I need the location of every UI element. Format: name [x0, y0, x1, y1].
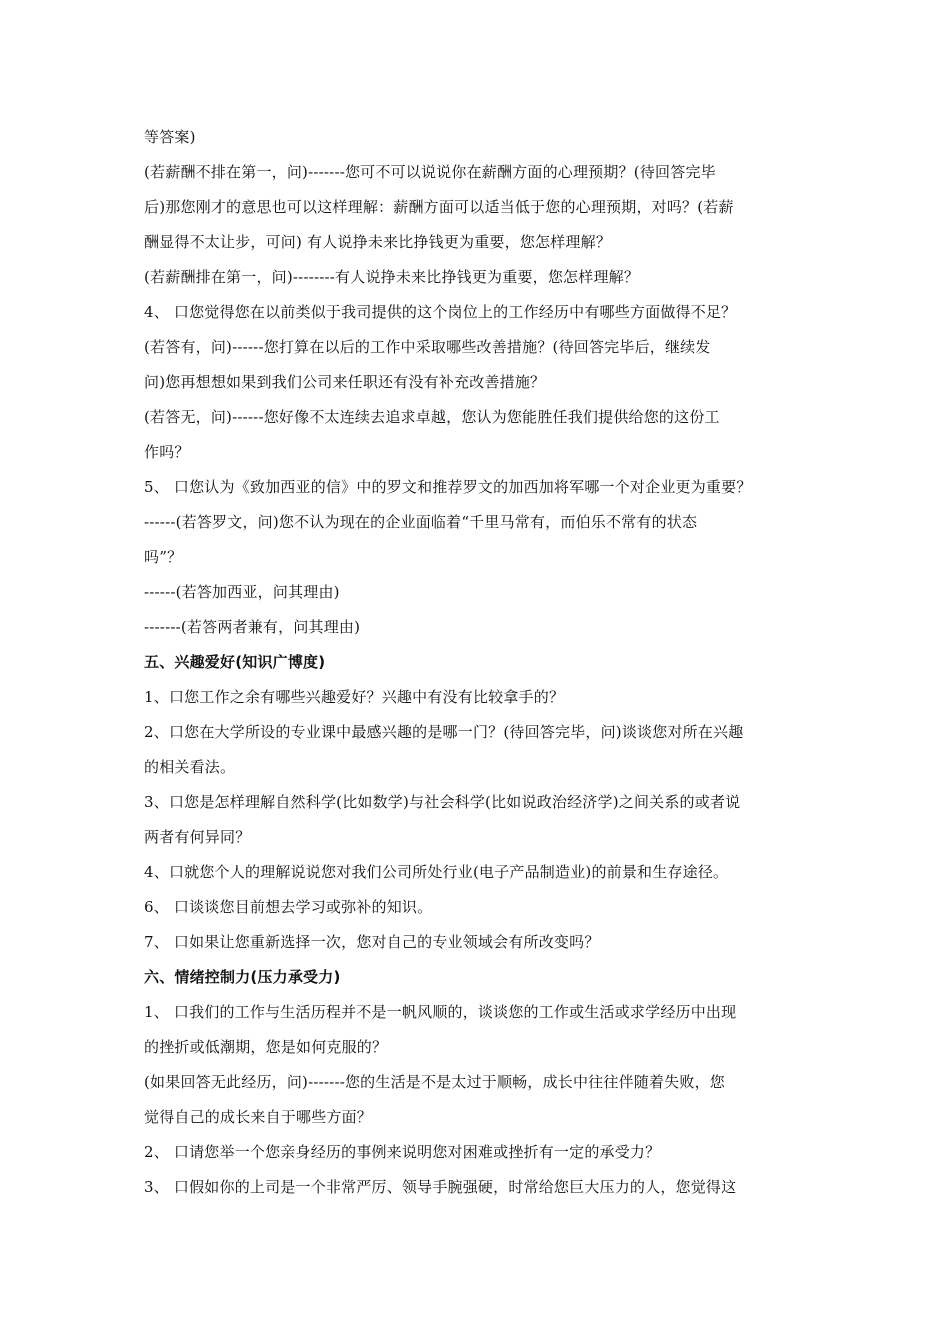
- text-line: 1、口您工作之余有哪些兴趣爱好？兴趣中有没有比较拿手的？: [144, 688, 565, 706]
- section-heading: 六、情绪控制力(压力承受力): [144, 968, 341, 986]
- section-heading: 五、兴趣爱好(知识广博度): [144, 653, 326, 671]
- text-line: -------(若答两者兼有，问其理由): [144, 618, 361, 636]
- text-line: 问)您再想想如果到我们公司来任职还有没有补充改善措施？: [144, 373, 546, 391]
- text-line: 觉得自己的成长来自于哪些方面？: [144, 1108, 373, 1126]
- text-line: 7、 口如果让您重新选择一次，您对自己的专业领域会有所改变吗？: [144, 933, 600, 951]
- text-line: 的相关看法。: [144, 758, 236, 776]
- text-line: 酬显得不太让步，可问) 有人说挣未来比挣钱更为重要，您怎样理解？: [144, 233, 612, 251]
- text-line: (若答有，问)------您打算在以后的工作中采取哪些改善措施？(待回答完毕后，继续发: [144, 338, 711, 356]
- text-line: 两者有何异同？: [144, 828, 251, 846]
- text-line: 吗”？: [144, 548, 183, 566]
- text-line: (若薪酬不排在第一，问)-------您可不可以说说你在薪酬方面的心理预期？(待回答完毕: [144, 163, 716, 181]
- text-line: 2、 口请您举一个您亲身经历的事例来说明您对困难或挫折有一定的承受力？: [144, 1143, 661, 1161]
- text-line: (如果回答无此经历，问)-------您的生活是不是太过于顺畅，成长中往往伴随着失败，您: [144, 1073, 725, 1091]
- text-line: 5、 口您认为《致加西亚的信》中的罗文和推荐罗文的加西加将军哪一个对企业更为重要？: [144, 478, 752, 496]
- text-line: 3、 口假如你的上司是一个非常严厉、领导手腕强硬，时常给您巨大压力的人，您觉得这: [144, 1178, 737, 1196]
- text-line: 3、口您是怎样理解自然科学(比如数学)与社会科学(比如说政治经济学)之间关系的或者说: [144, 793, 741, 811]
- text-line: 6、 口谈谈您目前想去学习或弥补的知识。: [144, 898, 433, 916]
- text-line: 4、口就您个人的理解说说您对我们公司所处行业(电子产品制造业)的前景和生存途径。: [144, 863, 729, 881]
- text-line: 后)那您刚才的意思也可以这样理解：薪酬方面可以适当低于您的心理预期，对吗？(若薪: [144, 198, 734, 216]
- text-line: 2、口您在大学所设的专业课中最感兴趣的是哪一门？(待回答完毕，问)谈谈您对所在兴趣: [144, 723, 744, 741]
- text-line: 等答案): [144, 128, 196, 146]
- text-line: 作吗？: [144, 443, 190, 461]
- text-line: (若薪酬排在第一，问)--------有人说挣未来比挣钱更为重要，您怎样理解？: [144, 268, 640, 286]
- text-line: ------(若答罗文，问)您不认为现在的企业面临着“千里马常有，而伯乐不常有的状态: [144, 513, 698, 531]
- text-line: 4、 口您觉得您在以前类似于我司提供的这个岗位上的工作经历中有哪些方面做得不足？: [144, 303, 737, 321]
- text-line: 的挫折或低潮期，您是如何克服的？: [144, 1038, 388, 1056]
- text-line: 1、 口我们的工作与生活历程并不是一帆风顺的，谈谈您的工作或生活或求学经历中出现: [144, 1003, 737, 1021]
- text-line: ------(若答加西亚，问其理由): [144, 583, 340, 601]
- text-line: (若答无，问)------您好像不太连续去追求卓越，您认为您能胜任我们提供给您的这份工: [144, 408, 720, 426]
